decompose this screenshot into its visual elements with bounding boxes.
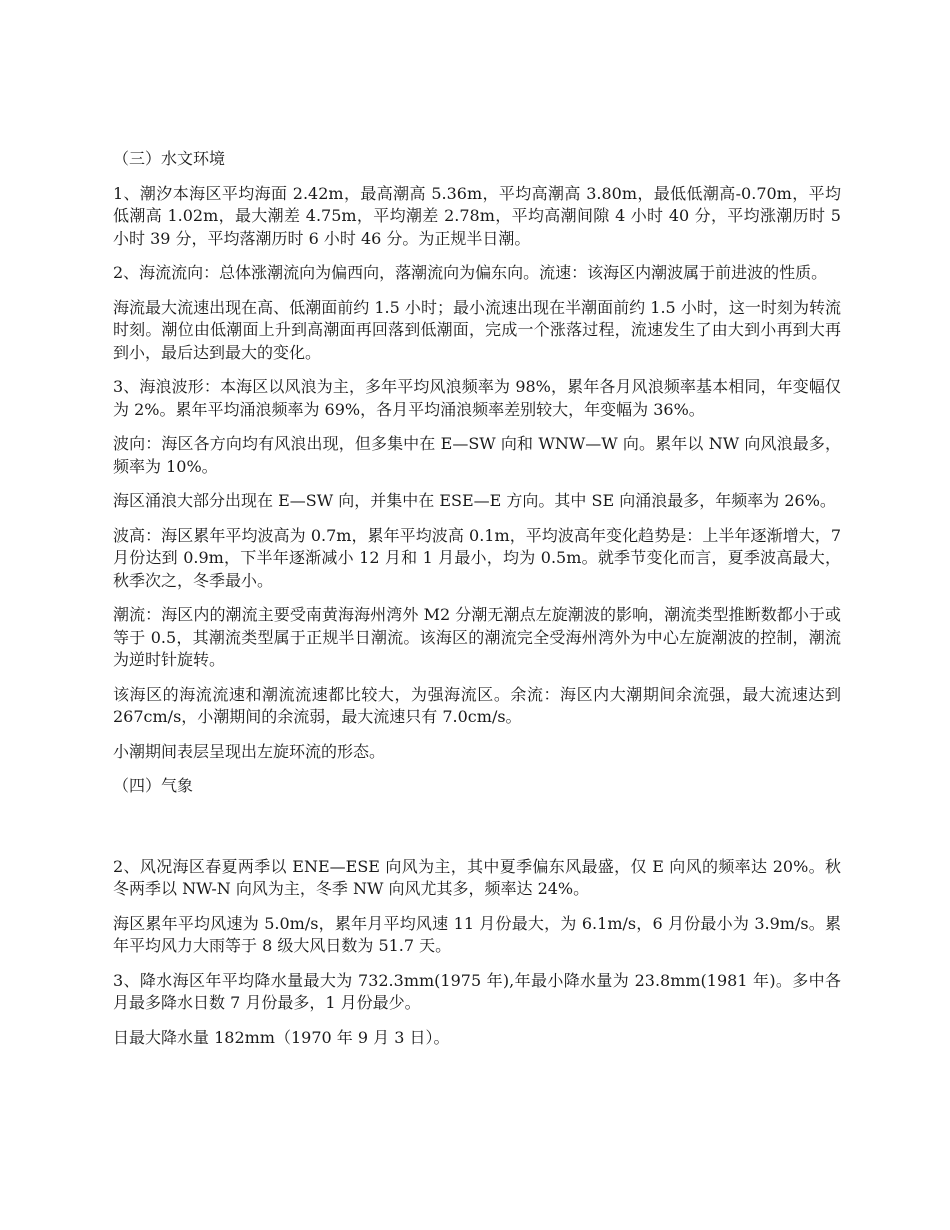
paragraph-wave-form: 3、海浪波形：本海区以风浪为主，多年平均风浪频率为 98%，累年各月风浪频率基本相同，年变幅仅为 2%。累年平均涌浪频率为 69%，各月平均涌浪频率差别较大，年变幅为 36%。 [113, 377, 841, 419]
paragraph-max-daily-precipitation: 日最大降水量 182mm（1970 年 9 月 3 日）。 [113, 1027, 450, 1047]
paragraph-wave-direction: 波向：海区各方向均有风浪出现，但多集中在 E—SW 向和 WNW—W 向。累年以 NW 向风浪最多，频率为 10%。 [113, 434, 841, 476]
paragraph-tide: 1、潮汐本海区平均海面 2.42m，最高潮高 5.36m，平均高潮高 3.80m，最低低潮高-0.70m，平均低潮高 1.02m，最大潮差 4.75m，平均潮差 2.78m，平均高潮间隙 4 小时 40 分，平均涨潮历时 5 小时 39 分，平均落潮历时 6 小时 46 分。为正规半日潮。 [113, 183, 841, 248]
paragraph-wave-height: 波高：海区累年平均波高为 0.7m，累年平均波高 0.1m，平均波高年变化趋势是：上半年逐渐增大，7 月份达到 0.9m，下半年逐渐减小 12 月和 1 月最小，均为 0.5m。就季节变化而言，夏季波高最大，秋季次之，冬季最小。 [113, 525, 841, 590]
paragraph-current-speed: 海流最大流速出现在高、低潮面前约 1.5 小时；最小流速出现在半潮面前约 1.5 小时，这一时刻为转流时刻。潮位由低潮面上升到高潮面再回落到低潮面，完成一个涨落过程，流速发生了由大到小再到大再到小，最后达到最大的变化。 [113, 297, 841, 362]
paragraph-tidal-current: 潮流：海区内的潮流主要受南黄海海州湾外 M2 分潮无潮点左旋潮波的影响，潮流类型推断数都小于或等于 0.5，其潮流类型属于正规半日潮流。该海区的潮流完全受海州湾外为中心左旋潮波的控制，潮流为逆时针旋转。 [113, 605, 841, 669]
paragraph-wind: 2、风况海区春夏两季以 ENE—ESE 向风为主，其中夏季偏东风最盛，仅 E 向风的频率达 20%。秋冬两季以 NW-N 向风为主，冬季 NW 向风尤其多，频率达 24%。 [113, 856, 841, 898]
blank-space [113, 810, 841, 856]
section-heading-hydrology: （三）水文环境 [113, 149, 226, 168]
paragraph-wind-speed: 海区累年平均风速为 5.0m/s，累年月平均风速 11 月份最大，为 6.1m/s，6 月份最小为 3.9m/s。累年平均风力大雨等于 8 级大风日数为 51.7 天。 [113, 913, 841, 955]
paragraph-precipitation: 3、降水海区年平均降水量最大为 732.3mm(1975 年),年最小降水量为 23.8mm(1981 年)。多中各月最多降水日数 7 月份最多，1 月份最少。 [113, 970, 841, 1012]
paragraph-neap-tide: 小潮期间表层呈现出左旋环流的形态。 [113, 741, 386, 761]
document-body [113, 148, 841, 1061]
section-heading-meteorology: （四）气象 [113, 776, 194, 795]
paragraph-current-direction: 2、海流流向：总体涨潮流向为偏西向，落潮流向为偏东向。流速：该海区内潮波属于前进波的性质。 [113, 263, 828, 282]
paragraph-residual-current: 该海区的海流流速和潮流流速都比较大，为强海流区。余流：海区内大潮期间余流强，最大流速达到 267cm/s，小潮期间的余流弱，最大流速只有 7.0cm/s。 [113, 684, 841, 726]
paragraph-swell: 海区涌浪大部分出现在 E—SW 向，并集中在 ESE—E 方向。其中 SE 向涌浪最多，年频率为 26%。 [113, 491, 836, 510]
